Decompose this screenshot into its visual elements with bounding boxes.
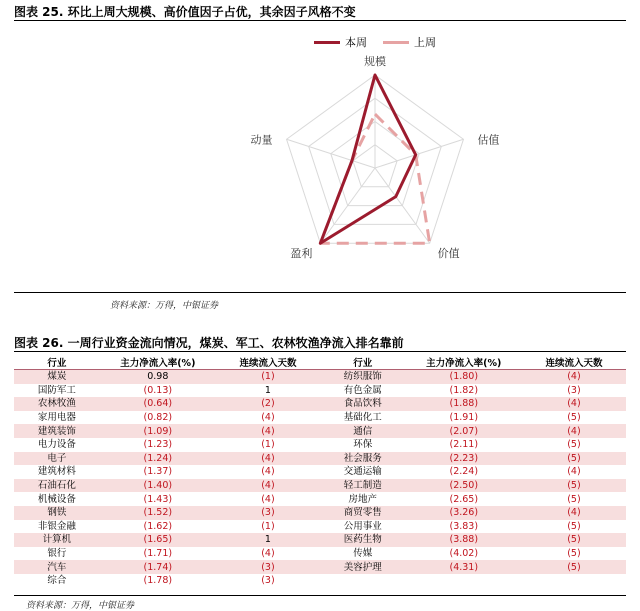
- table-row: [14, 465, 626, 479]
- cell-netflow-left: (0.13): [143, 384, 173, 396]
- table-row: [14, 438, 626, 452]
- figure25-title: 图表 25. 环比上周大规模、高价值因子占优，其余因子风格不变: [14, 5, 356, 19]
- cell-industry-left: 机械设备: [37, 493, 76, 505]
- cell-netflow-right: (2.11): [449, 439, 479, 451]
- cell-industry-left: 非银金融: [37, 520, 76, 532]
- cell-days-right: (5): [567, 493, 581, 505]
- cell-industry-right: 环保: [353, 439, 373, 451]
- table-row: [14, 547, 626, 561]
- cell-industry-right: 基础化工: [343, 412, 382, 424]
- col-header-netflow-left: 主力净流入率(%): [100, 354, 216, 370]
- cell-industry-left: 银行: [47, 548, 67, 560]
- cell-netflow-left: (1.09): [100, 424, 216, 438]
- cell-netflow-right: (4.02): [449, 548, 479, 560]
- cell-days-left: (4): [216, 424, 320, 438]
- table-row: [14, 452, 626, 466]
- cell-netflow-left: (1.74): [100, 560, 216, 574]
- cell-industry-right: 纺织服饰: [320, 370, 406, 384]
- table-row: [14, 520, 626, 534]
- cell-industry-left: 国防军工: [37, 384, 76, 396]
- cell-netflow-right: (1.91): [449, 412, 479, 424]
- cell-netflow-left: (1.78): [143, 575, 173, 587]
- cell-days-right: (4): [522, 397, 626, 411]
- cell-netflow-left: (1.52): [100, 506, 216, 520]
- cell-netflow-right: (1.82): [449, 384, 479, 396]
- cell-netflow-right: (2.23): [406, 452, 522, 466]
- cell-days-right: (5): [522, 533, 626, 547]
- cell-netflow-left: (0.82): [143, 412, 173, 424]
- cell-netflow-right: (2.07): [406, 424, 522, 438]
- cell-netflow-left: (1.40): [100, 479, 216, 493]
- cell-industry-right: 交通运输: [343, 466, 382, 478]
- cell-industry-right: 通信: [320, 424, 406, 438]
- cell-days-right: (3): [567, 384, 581, 396]
- cell-days-right: [522, 574, 626, 588]
- cell-industry-left: 建筑装饰: [14, 424, 100, 438]
- cell-industry-right: 传媒: [353, 548, 373, 560]
- figure25-bottom-rule: [14, 292, 626, 293]
- figure25-source: 资料来源：万得，中银证券: [110, 301, 219, 311]
- cell-industry-right: 食品饮料: [320, 397, 406, 411]
- cell-days-left: (4): [261, 412, 275, 424]
- cell-industry-right: 商贸零售: [320, 506, 406, 520]
- cell-netflow-right: (3.88): [406, 533, 522, 547]
- cell-industry-left: 石油石化: [14, 479, 100, 493]
- cell-days-right: (4): [567, 466, 581, 478]
- cell-days-right: (5): [522, 560, 626, 574]
- cell-days-left: (3): [261, 575, 275, 587]
- cell-netflow-left: (0.64): [100, 397, 216, 411]
- radar-axis-label: 动量: [250, 133, 273, 147]
- col-header-industry-left: 行业: [14, 354, 100, 370]
- cell-netflow-right: (3.26): [406, 506, 522, 520]
- radar-chart: [14, 28, 626, 283]
- cell-days-left: 1: [264, 384, 271, 396]
- cell-netflow-right: (1.88): [406, 397, 522, 411]
- cell-days-right: (5): [522, 452, 626, 466]
- table-header-row: [14, 354, 626, 370]
- cell-industry-left: 综合: [47, 575, 67, 587]
- cell-industry-left: 建筑材料: [37, 466, 76, 478]
- col-header-netflow-right: 主力净流入率(%): [406, 354, 522, 370]
- table-row: [14, 411, 626, 425]
- cell-netflow-left: (1.65): [100, 533, 216, 547]
- cell-netflow-left: (1.62): [143, 520, 173, 532]
- figure26-title: 图表 26. 一周行业资金流向情况，煤炭、军工、农林牧渔净流入排名靠前: [14, 336, 404, 350]
- table-row: [14, 397, 626, 411]
- cell-industry-left: 家用电器: [37, 412, 76, 424]
- cell-industry-right: 房地产: [348, 493, 378, 505]
- cell-netflow-right: (2.24): [449, 466, 479, 478]
- cell-netflow-right: (3.83): [449, 520, 479, 532]
- cell-industry-left: 钢铁: [14, 506, 100, 520]
- cell-netflow-left: (1.43): [143, 493, 173, 505]
- cell-industry-left: 电力设备: [37, 439, 76, 451]
- cell-days-left: (4): [216, 452, 320, 466]
- table-row: [14, 424, 626, 438]
- cell-days-left: (3): [216, 560, 320, 574]
- radar-axis-label: 估值: [477, 133, 500, 147]
- fund-flow-table: [14, 354, 626, 588]
- cell-netflow-left: (1.71): [143, 548, 173, 560]
- table-body: [14, 370, 626, 588]
- cell-industry-left: 煤炭: [14, 370, 100, 384]
- cell-days-left: (1): [261, 439, 275, 451]
- cell-days-left: (4): [216, 479, 320, 493]
- cell-industry-right: 有色金属: [343, 384, 382, 396]
- figure25-title-rule: [14, 20, 626, 21]
- cell-days-right: (5): [522, 479, 626, 493]
- table-row: [14, 492, 626, 506]
- cell-netflow-left: (1.23): [143, 439, 173, 451]
- radar-spoke: [375, 139, 463, 168]
- cell-days-right: (5): [567, 439, 581, 451]
- col-header-industry-right: 行业: [320, 354, 406, 370]
- cell-industry-right: 医药生物: [320, 533, 406, 547]
- cell-industry-left: 汽车: [14, 560, 100, 574]
- figure26-bottom-rule: [14, 595, 626, 596]
- radar-axis-label: 盈利: [290, 247, 313, 261]
- cell-industry-left: 农林牧渔: [14, 397, 100, 411]
- cell-netflow-right: (2.50): [406, 479, 522, 493]
- figure26-source: 资料来源：万得，中银证券: [26, 601, 135, 611]
- table-row: [14, 506, 626, 520]
- cell-industry-right: [320, 574, 406, 588]
- cell-industry-right: 公用事业: [343, 520, 382, 532]
- cell-industry-left: 电子: [14, 452, 100, 466]
- col-header-days-left: 连续流入天数: [216, 354, 320, 370]
- col-header-days-right: 连续流入天数: [522, 354, 626, 370]
- cell-days-right: (4): [522, 424, 626, 438]
- cell-industry-right: 美容护理: [320, 560, 406, 574]
- radar-axis-label: 规模: [364, 55, 386, 68]
- cell-netflow-right: [406, 574, 522, 588]
- cell-days-right: (5): [567, 548, 581, 560]
- figure26-title-rule: [14, 351, 626, 352]
- cell-netflow-right: (4.31): [406, 560, 522, 574]
- table-row: [14, 560, 626, 574]
- table-row: [14, 370, 626, 384]
- cell-days-left: 1: [216, 533, 320, 547]
- cell-days-right: (4): [522, 370, 626, 384]
- cell-days-right: (5): [567, 412, 581, 424]
- cell-industry-right: 社会服务: [320, 452, 406, 466]
- cell-days-left: (4): [261, 466, 275, 478]
- cell-netflow-right: (1.80): [406, 370, 522, 384]
- cell-netflow-left: (1.37): [143, 466, 173, 478]
- cell-days-right: (5): [567, 520, 581, 532]
- cell-netflow-left: 0.98: [100, 370, 216, 384]
- legend-label-previous: 上周: [414, 36, 436, 49]
- table-row: [14, 479, 626, 493]
- cell-industry-left: 计算机: [14, 533, 100, 547]
- cell-industry-right: 轻工制造: [320, 479, 406, 493]
- radar-axis-label: 价值: [437, 247, 460, 261]
- legend-label-current: 本周: [345, 36, 367, 49]
- cell-netflow-right: (2.65): [449, 493, 479, 505]
- table-row: [14, 574, 626, 588]
- cell-days-left: (3): [216, 506, 320, 520]
- cell-days-left: (1): [216, 370, 320, 384]
- cell-days-left: (2): [216, 397, 320, 411]
- cell-days-left: (1): [261, 520, 275, 532]
- cell-days-left: (4): [261, 493, 275, 505]
- table-row: [14, 533, 626, 547]
- table-row: [14, 384, 626, 398]
- cell-netflow-left: (1.24): [100, 452, 216, 466]
- cell-days-right: (4): [522, 506, 626, 520]
- cell-days-left: (4): [261, 548, 275, 560]
